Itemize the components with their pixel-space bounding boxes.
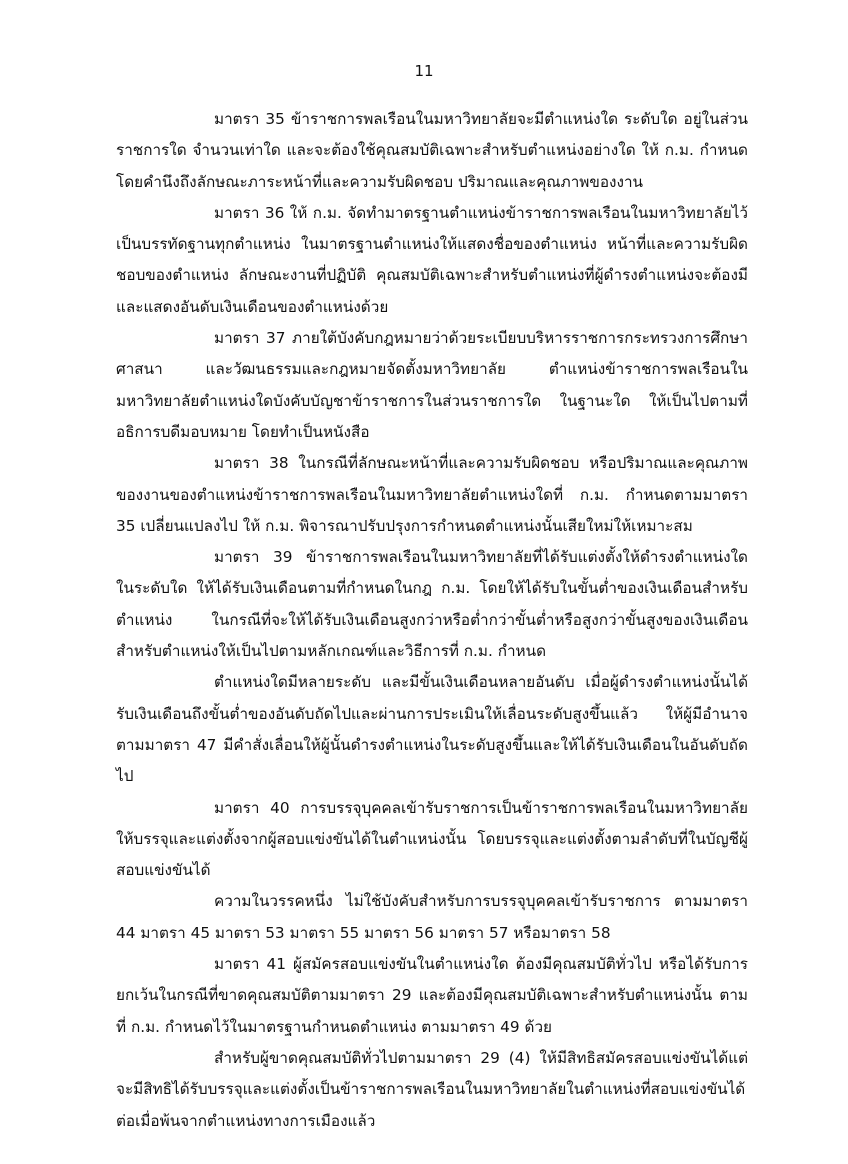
section-40-second-paragraph: ความในวรรคหนึ่ง ไม่ใช้บังคับสำหรับการบรรจุบุคคลเข้ารับราชการ ตามมาตรา 44 มาตรา 45 มาตรา 53 มาตรา 55 มาตรา 56 มาตรา 57 หรือมาตรา 58 (116, 892, 748, 942)
section-38-paragraph: มาตรา 38 ในกรณีที่ลักษณะหน้าที่และความรับผิดชอบ หรือปริมาณและคุณภาพของงานของตำแหน่งข้าราชการพลเรือนในมหาวิทยาลัยตำแหน่งใดที่ ก.ม. กำหนดตามมาตรา 35 เปลี่ยนแปลงไป ให้ ก.ม. พิจารณาปรับปรุงการกำหนดตำแหน่งนั้นเสียใหม่ให้เหมาะสม (116, 454, 748, 535)
section-41-paragraph: มาตรา 41 ผู้สมัครสอบแข่งขันในตำแหน่งใด ต้องมีคุณสมบัติทั่วไป หรือได้รับการยกเว้นในกรณีที่ขาดคุณสมบัติตามมาตรา 29 และต้องมีคุณสมบัติเฉพาะสำหรับตำแหน่งนั้น ตามที่ ก.ม. กำหนดไว้ในมาตรฐานกำหนดตำแหน่ง ตามมาตรา 49 ด้วย (116, 955, 748, 1036)
section-37-paragraph: มาตรา 37 ภายใต้บังคับกฎหมายว่าด้วยระเบียบบริหารราชการกระทรวงการศึกษา ศาสนา และวัฒนธรรมและกฎหมายจัดตั้งมหาวิทยาลัย ตำแหน่งข้าราชการพลเรือนในมหาวิทยาลัยตำแหน่งใดบังคับบัญชาข้าราชการในส่วนราชการใด ในฐานะใด ให้เป็นไปตามที่อธิการบดีมอบหมาย โดยทำเป็นหนังสือ (116, 329, 748, 441)
section-40-paragraph: มาตรา 40 การบรรจุบุคคลเข้ารับราชการเป็นข้าราชการพลเรือนในมหาวิทยาลัยให้บรรจุและแต่งตั้งจากผู้สอบแข่งขันได้ในตำแหน่งนั้น โดยบรรจุและแต่งตั้งตามลำดับที่ในบัญชีผู้สอบแข่งขันได้ (116, 798, 748, 880)
page-number: 11 (414, 62, 434, 80)
section-41-second-paragraph: สำหรับผู้ขาดคุณสมบัติทั่วไปตามมาตรา 29 (4) ให้มีสิทธิสมัครสอบแข่งขันได้แต่จะมีสิทธิได้รับบรรจุและแต่งตั้งเป็นข้าราชการพลเรือนในมหาวิทยาลัยในตำแหน่งที่สอบแข่งขันได้ ต่อเมื่อพ้นจากตำแหน่งทางการเมืองแล้ว (116, 1048, 748, 1130)
document-body (116, 104, 748, 1137)
section-39-second-paragraph: ตำแหน่งใดมีหลายระดับ และมีขั้นเงินเดือนหลายอันดับ เมื่อผู้ดำรงตำแหน่งนั้นได้รับเงินเดือนถึงขั้นต่ำของอันดับถัดไปและผ่านการประเมินให้เลื่อนระดับสูงขึ้นแล้ว ให้ผู้มีอำนาจตามมาตรา 47 มีคำสั่งเลื่อนให้ผู้นั้นดำรงตำแหน่งในระดับสูงขึ้นและให้ได้รับเงินเดือนในอันดับถัดไป (116, 673, 748, 786)
section-35-paragraph: มาตรา 35 ข้าราชการพลเรือนในมหาวิทยาลัยจะมีตำแหน่งใด ระดับใด อยู่ในส่วนราชการใด จำนวนเท่าใด และจะต้องใช้คุณสมบัติเฉพาะสำหรับตำแหน่งอย่างใด ให้ ก.ม. กำหนด โดยคำนึงถึงลักษณะภาระหน้าที่และความรับผิดชอบ ปริมาณและคุณภาพของงาน (116, 110, 748, 191)
section-36-paragraph: มาตรา 36 ให้ ก.ม. จัดทำมาตรฐานตำแหน่งข้าราชการพลเรือนในมหาวิทยาลัยไว้เป็นบรรทัดฐานทุกตำแหน่ง ในมาตรฐานตำแหน่งให้แสดงชื่อของตำแหน่ง หน้าที่และความรับผิดชอบของตำแหน่ง ลักษณะงานที่ปฏิบัติ คุณสมบัติเฉพาะสำหรับตำแหน่งที่ผู้ดำรงตำแหน่งจะต้องมี และแสดงอันดับเงินเดือนของตำแหน่งด้วย (116, 203, 748, 316)
section-39-paragraph: มาตรา 39 ข้าราชการพลเรือนในมหาวิทยาลัยที่ได้รับแต่งตั้งให้ดำรงตำแหน่งใด ในระดับใด ให้ได้รับเงินเดือนตามที่กำหนดในกฎ ก.ม. โดยให้ได้รับในขั้นต่ำของเงินเดือนสำหรับตำแหน่ง ในกรณีที่จะให้ได้รับเงินเดือนสูงกว่าหรือต่ำกว่าขั้นต่ำหรือสูงกว่าขั้นสูงของเงินเดือนสำหรับตำแหน่งให้เป็นไปตามหลักเกณฑ์และวิธีการที่ ก.ม. กำหนด (116, 548, 748, 661)
